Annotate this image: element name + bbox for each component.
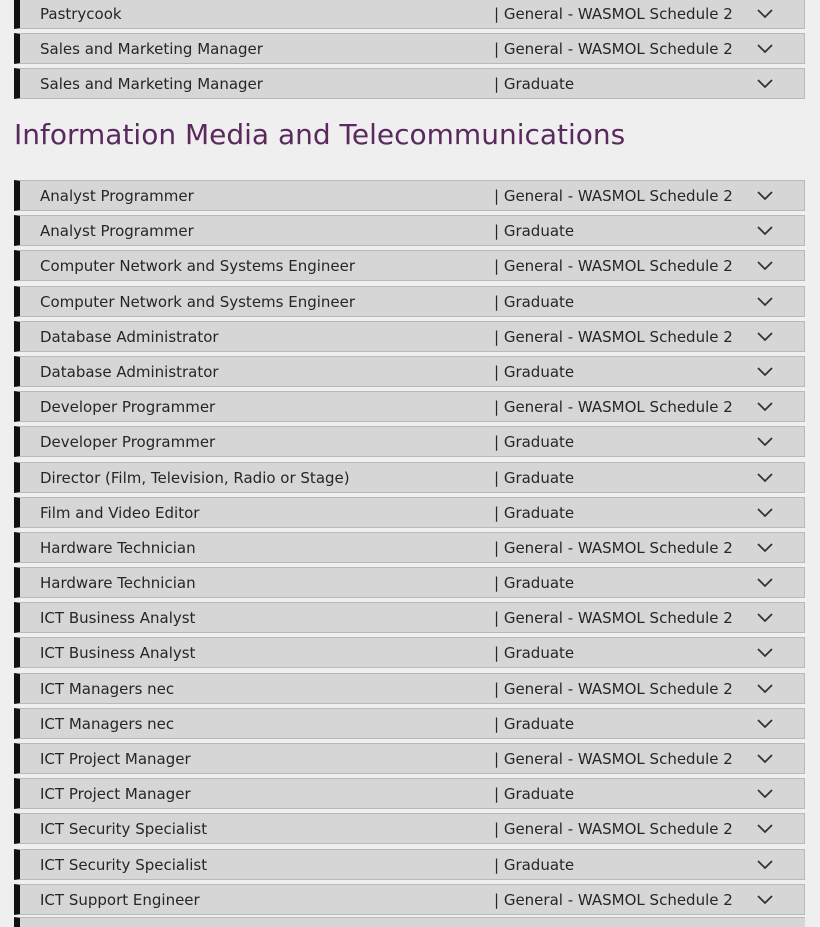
occupation-title: ICT Managers nec: [40, 714, 175, 733]
occupation-category: | General - WASMOL Schedule 2: [494, 398, 733, 417]
occupation-category: | General - WASMOL Schedule 2: [494, 327, 733, 346]
chevron-down-icon[interactable]: [756, 223, 774, 237]
chevron-down-icon[interactable]: [756, 329, 774, 343]
accordion-item[interactable]: [14, 637, 805, 668]
occupation-category: | General - WASMOL Schedule 2: [494, 538, 733, 557]
occupation-title: ICT Managers nec: [40, 679, 175, 698]
occupation-title: Director (Film, Television, Radio or Stage): [40, 468, 350, 487]
chevron-down-icon[interactable]: [756, 399, 774, 413]
accordion-item[interactable]: [14, 68, 805, 99]
occupation-category: | General - WASMOL Schedule 2: [494, 750, 733, 768]
accordion-item[interactable]: [14, 673, 805, 704]
occupation-category: | Graduate: [494, 644, 575, 663]
occupation-category: | Graduate: [494, 574, 575, 593]
accordion-list-top: [14, 0, 805, 104]
chevron-down-icon[interactable]: [756, 294, 774, 308]
occupation-title: Computer Network and Systems Engineer: [40, 292, 356, 311]
occupation-category: | Graduate: [494, 433, 575, 452]
accordion-list-main: [14, 180, 805, 919]
occupation-category: | General - WASMOL Schedule 2: [494, 890, 733, 909]
occupation-title: ICT Project Manager: [40, 750, 191, 768]
occupation-title: Analyst Programmer: [40, 222, 194, 241]
next-accordion-item-partial[interactable]: [14, 917, 805, 927]
accordion-item[interactable]: [14, 321, 805, 352]
occupation-title: Sales and Marketing Manager: [40, 75, 263, 94]
accordion-item[interactable]: [14, 250, 805, 281]
chevron-down-icon[interactable]: [756, 505, 774, 519]
occupation-title: ICT Security Specialist: [40, 855, 208, 874]
chevron-down-icon[interactable]: [756, 681, 774, 695]
accordion-item[interactable]: [14, 567, 805, 598]
accordion-item[interactable]: [14, 426, 805, 457]
accordion-item[interactable]: [14, 462, 805, 493]
accordion-item[interactable]: [14, 356, 805, 387]
chevron-down-icon[interactable]: [756, 470, 774, 484]
accordion-item[interactable]: [14, 813, 805, 844]
accordion-item[interactable]: [14, 708, 805, 739]
chevron-down-icon[interactable]: [756, 540, 774, 554]
occupation-title: Developer Programmer: [40, 398, 216, 417]
accordion-item[interactable]: [14, 33, 805, 64]
chevron-down-icon[interactable]: [756, 6, 774, 20]
occupation-title: Database Administrator: [40, 362, 219, 381]
chevron-down-icon[interactable]: [756, 258, 774, 272]
chevron-down-icon[interactable]: [756, 857, 774, 871]
chevron-down-icon[interactable]: [756, 716, 774, 730]
occupation-title: Film and Video Editor: [40, 503, 200, 522]
chevron-down-icon[interactable]: [756, 610, 774, 624]
accordion-item[interactable]: [14, 215, 805, 246]
occupation-title: Database Administrator: [40, 327, 219, 346]
accordion-item[interactable]: [14, 602, 805, 633]
occupation-title: ICT Business Analyst: [40, 644, 196, 663]
occupation-category: | Graduate: [494, 292, 575, 311]
occupation-title: Hardware Technician: [40, 538, 196, 557]
occupation-category: | General - WASMOL Schedule 2: [494, 679, 733, 698]
accordion-item[interactable]: [14, 884, 805, 915]
occupation-title: ICT Business Analyst: [40, 609, 196, 628]
accordion-item[interactable]: [14, 497, 805, 528]
accordion-item[interactable]: [14, 180, 805, 211]
accordion-item[interactable]: [14, 391, 805, 422]
occupation-category: | General - WASMOL Schedule 2: [494, 187, 733, 205]
chevron-down-icon[interactable]: [756, 786, 774, 800]
occupation-category: | Graduate: [494, 503, 575, 522]
occupation-category: | Graduate: [494, 714, 575, 733]
occupation-title: Pastrycook: [40, 5, 122, 23]
occupation-category: | Graduate: [494, 362, 575, 381]
accordion-item[interactable]: [14, 849, 805, 880]
occupation-category: | General - WASMOL Schedule 2: [494, 40, 733, 59]
chevron-down-icon[interactable]: [756, 76, 774, 90]
occupation-category: | Graduate: [494, 222, 575, 241]
occupation-title: Developer Programmer: [40, 433, 216, 452]
chevron-down-icon[interactable]: [756, 892, 774, 906]
accordion-item[interactable]: [14, 0, 805, 29]
occupation-title: Sales and Marketing Manager: [40, 40, 263, 59]
occupation-category: | Graduate: [494, 75, 575, 94]
chevron-down-icon[interactable]: [756, 188, 774, 202]
occupation-title: Computer Network and Systems Engineer: [40, 257, 356, 276]
occupation-category: | General - WASMOL Schedule 2: [494, 609, 733, 628]
occupation-category: | Graduate: [494, 785, 575, 804]
accordion-item[interactable]: [14, 532, 805, 563]
chevron-down-icon[interactable]: [756, 645, 774, 659]
occupation-title: ICT Security Specialist: [40, 820, 208, 839]
occupation-title: ICT Project Manager: [40, 785, 191, 804]
chevron-down-icon[interactable]: [756, 575, 774, 589]
accordion-item[interactable]: [14, 743, 805, 774]
section-heading: Information Media and Telecommunications: [14, 118, 626, 151]
chevron-down-icon[interactable]: [756, 821, 774, 835]
chevron-down-icon[interactable]: [756, 41, 774, 55]
accordion-item[interactable]: [14, 286, 805, 317]
accordion-item[interactable]: [14, 778, 805, 809]
occupation-category: | Graduate: [494, 855, 575, 874]
chevron-down-icon[interactable]: [756, 751, 774, 765]
occupation-category: | General - WASMOL Schedule 2: [494, 820, 733, 839]
occupation-title: ICT Support Engineer: [40, 890, 200, 909]
occupation-category: | General - WASMOL Schedule 2: [494, 257, 733, 276]
occupation-title: Hardware Technician: [40, 574, 196, 593]
chevron-down-icon[interactable]: [756, 364, 774, 378]
occupation-title: Analyst Programmer: [40, 187, 194, 205]
chevron-down-icon[interactable]: [756, 434, 774, 448]
occupation-category: | Graduate: [494, 468, 575, 487]
occupation-category: | General - WASMOL Schedule 2: [494, 5, 733, 23]
